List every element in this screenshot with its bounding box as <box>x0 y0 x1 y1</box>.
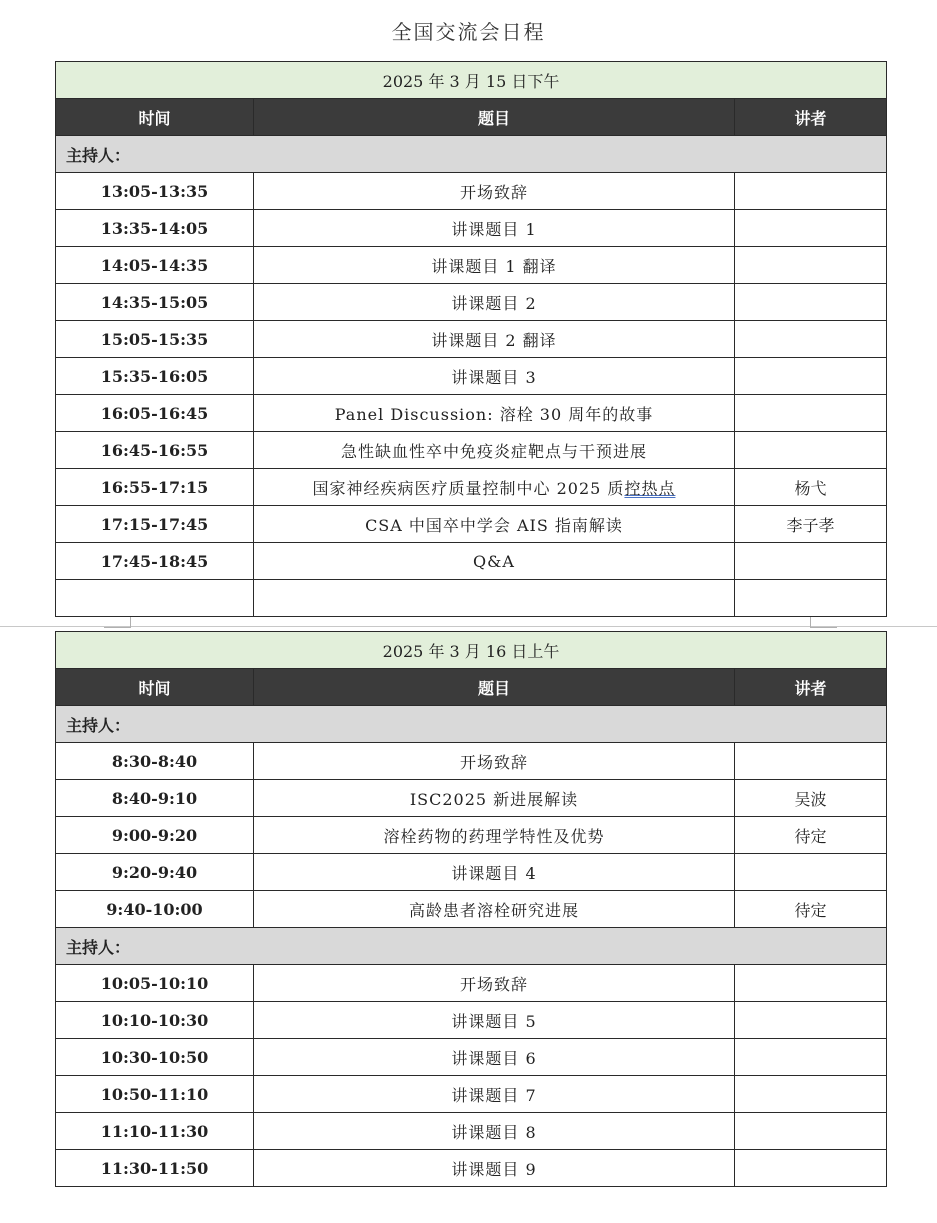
topic-cell <box>254 469 735 506</box>
time-cell: 14:05-14:35 <box>56 247 254 284</box>
page-break <box>0 626 937 627</box>
page-corner-mark-left <box>104 617 131 628</box>
time-cell: 11:30-11:50 <box>56 1150 254 1187</box>
time-cell: 9:40-10:00 <box>56 891 254 928</box>
speaker-cell <box>735 743 887 780</box>
speaker-cell <box>735 965 887 1002</box>
schedule-row <box>56 506 887 543</box>
time-cell: 11:10-11:30 <box>56 1113 254 1150</box>
host-row <box>56 706 887 743</box>
time-cell: 17:15-17:45 <box>56 506 254 543</box>
time-cell: 15:05-15:35 <box>56 321 254 358</box>
schedule-row <box>56 1002 887 1039</box>
speaker-cell: 李子孝 <box>735 506 887 543</box>
time-cell <box>56 580 254 617</box>
date-label: 2025 年 3 月 15 日下午 <box>56 62 887 99</box>
time-cell: 10:10-10:30 <box>56 1002 254 1039</box>
topic-cell: 急性缺血性卒中免疫炎症靶点与干预进展 <box>254 432 735 469</box>
schedule-table-day2 <box>55 631 887 1187</box>
header-row <box>56 99 887 136</box>
speaker-cell <box>735 358 887 395</box>
topic-cell: ISC2025 新进展解读 <box>254 780 735 817</box>
topic-cell: 讲课题目 6 <box>254 1039 735 1076</box>
date-row <box>56 62 887 99</box>
speaker-cell <box>735 1150 887 1187</box>
topic-cell: CSA 中国卒中学会 AIS 指南解读 <box>254 506 735 543</box>
host-label: 主持人： <box>56 136 887 173</box>
topic-cell: 开场致辞 <box>254 965 735 1002</box>
document-title: 全国交流会日程 <box>391 20 546 44</box>
topic-cell: 溶栓药物的药理学特性及优势 <box>254 817 735 854</box>
header-topic: 题目 <box>254 99 735 136</box>
schedule-row <box>56 247 887 284</box>
speaker-cell <box>735 432 887 469</box>
time-cell: 13:35-14:05 <box>56 210 254 247</box>
time-cell: 16:05-16:45 <box>56 395 254 432</box>
header-time: 时间 <box>56 669 254 706</box>
speaker-cell <box>735 210 887 247</box>
speaker-cell: 吴波 <box>735 780 887 817</box>
topic-cell: 讲课题目 2 <box>254 284 735 321</box>
topic-cell: 讲课题目 3 <box>254 358 735 395</box>
topic-text: 国家神经疾病医疗质量控制中心 2025 质 <box>312 478 625 498</box>
schedule-row <box>56 173 887 210</box>
schedule-row <box>56 965 887 1002</box>
topic-cell: 高龄患者溶栓研究进展 <box>254 891 735 928</box>
header-row <box>56 669 887 706</box>
topic-cell: 开场致辞 <box>254 173 735 210</box>
schedule-row <box>56 854 887 891</box>
schedule-row <box>56 543 887 580</box>
topic-cell: 讲课题目 7 <box>254 1076 735 1113</box>
schedule-row <box>56 817 887 854</box>
speaker-cell <box>735 580 887 617</box>
header-speaker: 讲者 <box>735 669 887 706</box>
schedule-row <box>56 432 887 469</box>
time-cell: 8:40-9:10 <box>56 780 254 817</box>
header-time: 时间 <box>56 99 254 136</box>
host-label: 主持人： <box>56 706 887 743</box>
schedule-row <box>56 1039 887 1076</box>
time-cell: 16:45-16:55 <box>56 432 254 469</box>
speaker-cell <box>735 1076 887 1113</box>
schedule-row <box>56 358 887 395</box>
speaker-cell: 杨弋 <box>735 469 887 506</box>
schedule-table-day1 <box>55 61 887 617</box>
speaker-cell <box>735 1039 887 1076</box>
schedule-row <box>56 321 887 358</box>
schedule-row <box>56 580 887 617</box>
topic-cell <box>254 580 735 617</box>
page-corner-mark-right <box>810 617 837 628</box>
schedule-row <box>56 780 887 817</box>
topic-cell: 讲课题目 1 <box>254 210 735 247</box>
topic-text-underlined: 控热点 <box>624 478 676 498</box>
host-label: 主持人： <box>56 928 887 965</box>
schedule-row <box>56 395 887 432</box>
schedule-row <box>56 469 887 506</box>
time-cell: 8:30-8:40 <box>56 743 254 780</box>
topic-cell: Panel Discussion: 溶栓 30 周年的故事 <box>254 395 735 432</box>
schedule-row <box>56 1076 887 1113</box>
header-speaker: 讲者 <box>735 99 887 136</box>
topic-cell: Q&A <box>254 543 735 580</box>
date-row <box>56 632 887 669</box>
topic-cell: 讲课题目 1 翻译 <box>254 247 735 284</box>
schedule-row <box>56 284 887 321</box>
time-cell: 10:30-10:50 <box>56 1039 254 1076</box>
schedule-row <box>56 1150 887 1187</box>
date-label: 2025 年 3 月 16 日上午 <box>56 632 887 669</box>
schedule-row <box>56 210 887 247</box>
speaker-cell <box>735 173 887 210</box>
speaker-cell <box>735 1113 887 1150</box>
topic-cell: 讲课题目 9 <box>254 1150 735 1187</box>
time-cell: 17:45-18:45 <box>56 543 254 580</box>
time-cell: 13:05-13:35 <box>56 173 254 210</box>
topic-cell: 讲课题目 4 <box>254 854 735 891</box>
speaker-cell: 待定 <box>735 891 887 928</box>
topic-cell: 讲课题目 2 翻译 <box>254 321 735 358</box>
time-cell: 9:20-9:40 <box>56 854 254 891</box>
topic-cell: 讲课题目 5 <box>254 1002 735 1039</box>
host-row <box>56 136 887 173</box>
time-cell: 16:55-17:15 <box>56 469 254 506</box>
speaker-cell <box>735 395 887 432</box>
schedule-row <box>56 1113 887 1150</box>
schedule-row <box>56 891 887 928</box>
speaker-cell: 待定 <box>735 817 887 854</box>
header-topic: 题目 <box>254 669 735 706</box>
topic-cell: 开场致辞 <box>254 743 735 780</box>
time-cell: 14:35-15:05 <box>56 284 254 321</box>
speaker-cell <box>735 284 887 321</box>
speaker-cell <box>735 1002 887 1039</box>
time-cell: 10:50-11:10 <box>56 1076 254 1113</box>
schedule-row <box>56 743 887 780</box>
speaker-cell <box>735 247 887 284</box>
speaker-cell <box>735 854 887 891</box>
speaker-cell <box>735 543 887 580</box>
speaker-cell <box>735 321 887 358</box>
host-row <box>56 928 887 965</box>
time-cell: 15:35-16:05 <box>56 358 254 395</box>
time-cell: 9:00-9:20 <box>56 817 254 854</box>
topic-cell: 讲课题目 8 <box>254 1113 735 1150</box>
time-cell: 10:05-10:10 <box>56 965 254 1002</box>
